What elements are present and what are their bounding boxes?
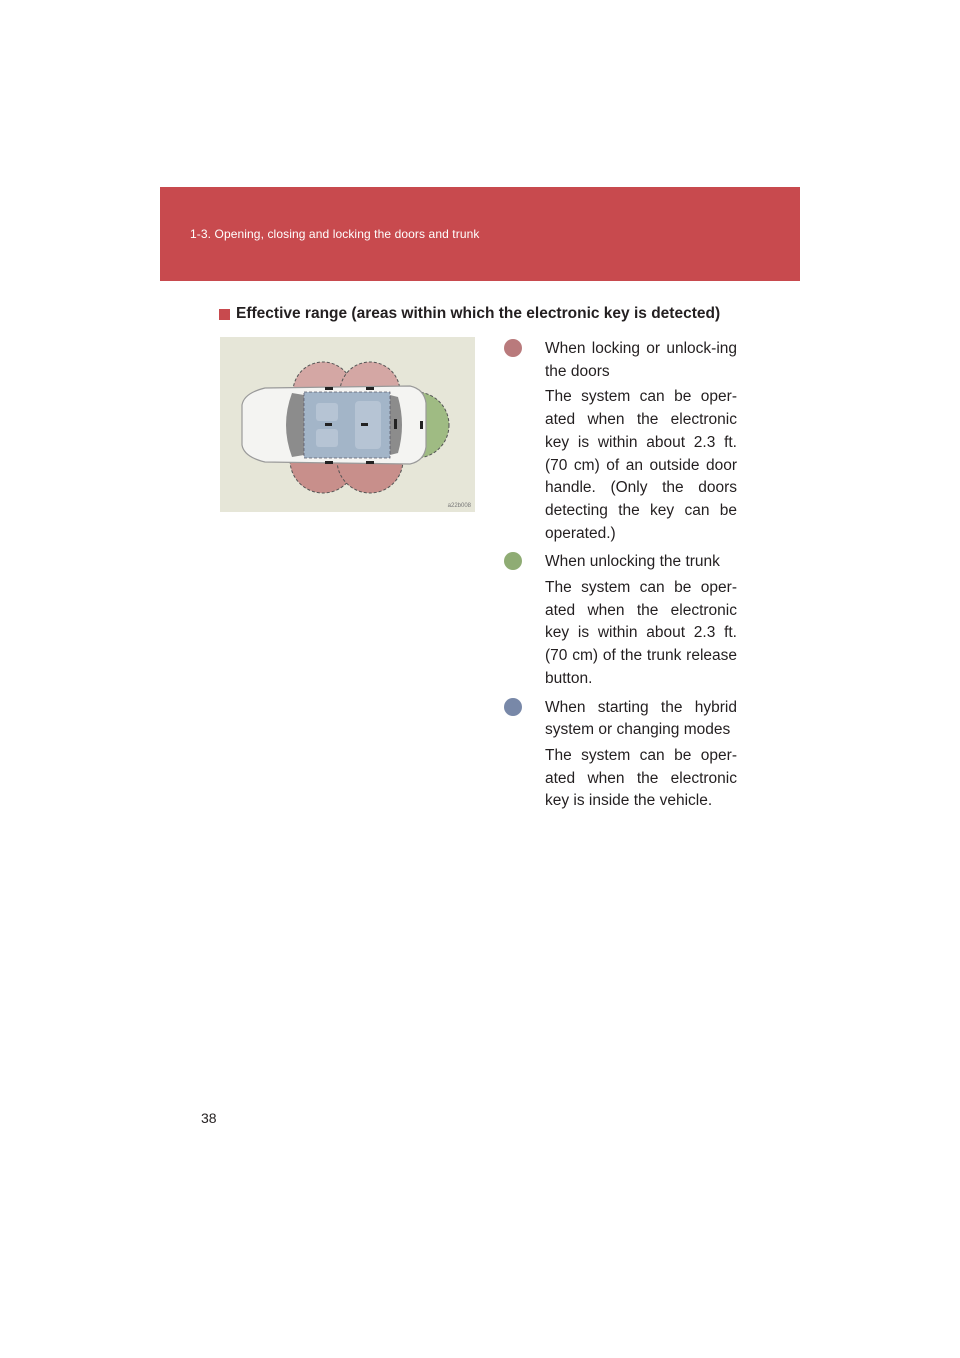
seat (316, 429, 338, 447)
legend-item-hybrid (504, 697, 737, 814)
antenna-marker (420, 421, 423, 429)
diagram-svg (220, 337, 475, 512)
section-heading-text: Effective range (areas within which the electronic key is detected) (236, 305, 721, 322)
page-number: 38 (201, 1110, 217, 1126)
legend-item-title: When starting the hybrid system or changing modes (545, 698, 737, 739)
chapter-title: 1-3. Opening, closing and locking the doors and trunk (190, 227, 480, 241)
legend-item-description: The system can be oper-ated when the electronic key is inside the vehicle. (545, 746, 737, 810)
antenna-marker (325, 387, 333, 390)
legend-item-description: The system can be oper-ated when the electronic key is within about 2.3 ft. (70 cm) of the trunk release button. (545, 579, 737, 687)
antenna-marker (325, 423, 332, 426)
legend-item-doors (504, 338, 737, 545)
red-zone-dot-icon (504, 339, 522, 357)
square-bullet-icon (219, 309, 230, 320)
vehicle-range-diagram (220, 337, 475, 512)
legend-item-description: The system can be oper-ated when the electronic key is within about 2.3 ft. (70 cm) of an outside door handle. (Only the doors detecting the key can be operated.) (545, 388, 737, 542)
blue-zone-dot-icon (504, 698, 522, 716)
chapter-header-band (160, 187, 800, 281)
legend-item-title: When locking or unlock-ing the doors (545, 340, 737, 380)
section-heading (219, 305, 720, 323)
legend-item-title: When unlocking the trunk (545, 553, 720, 571)
antenna-marker (361, 423, 368, 426)
legend (504, 338, 737, 819)
antenna-marker (366, 387, 374, 390)
seat (316, 403, 338, 421)
figure-code: a22b008 (447, 503, 471, 509)
green-zone-dot-icon (504, 552, 522, 570)
antenna-marker (394, 419, 397, 429)
antenna-marker (325, 461, 333, 464)
antenna-marker (366, 461, 374, 464)
legend-item-trunk (504, 551, 737, 690)
